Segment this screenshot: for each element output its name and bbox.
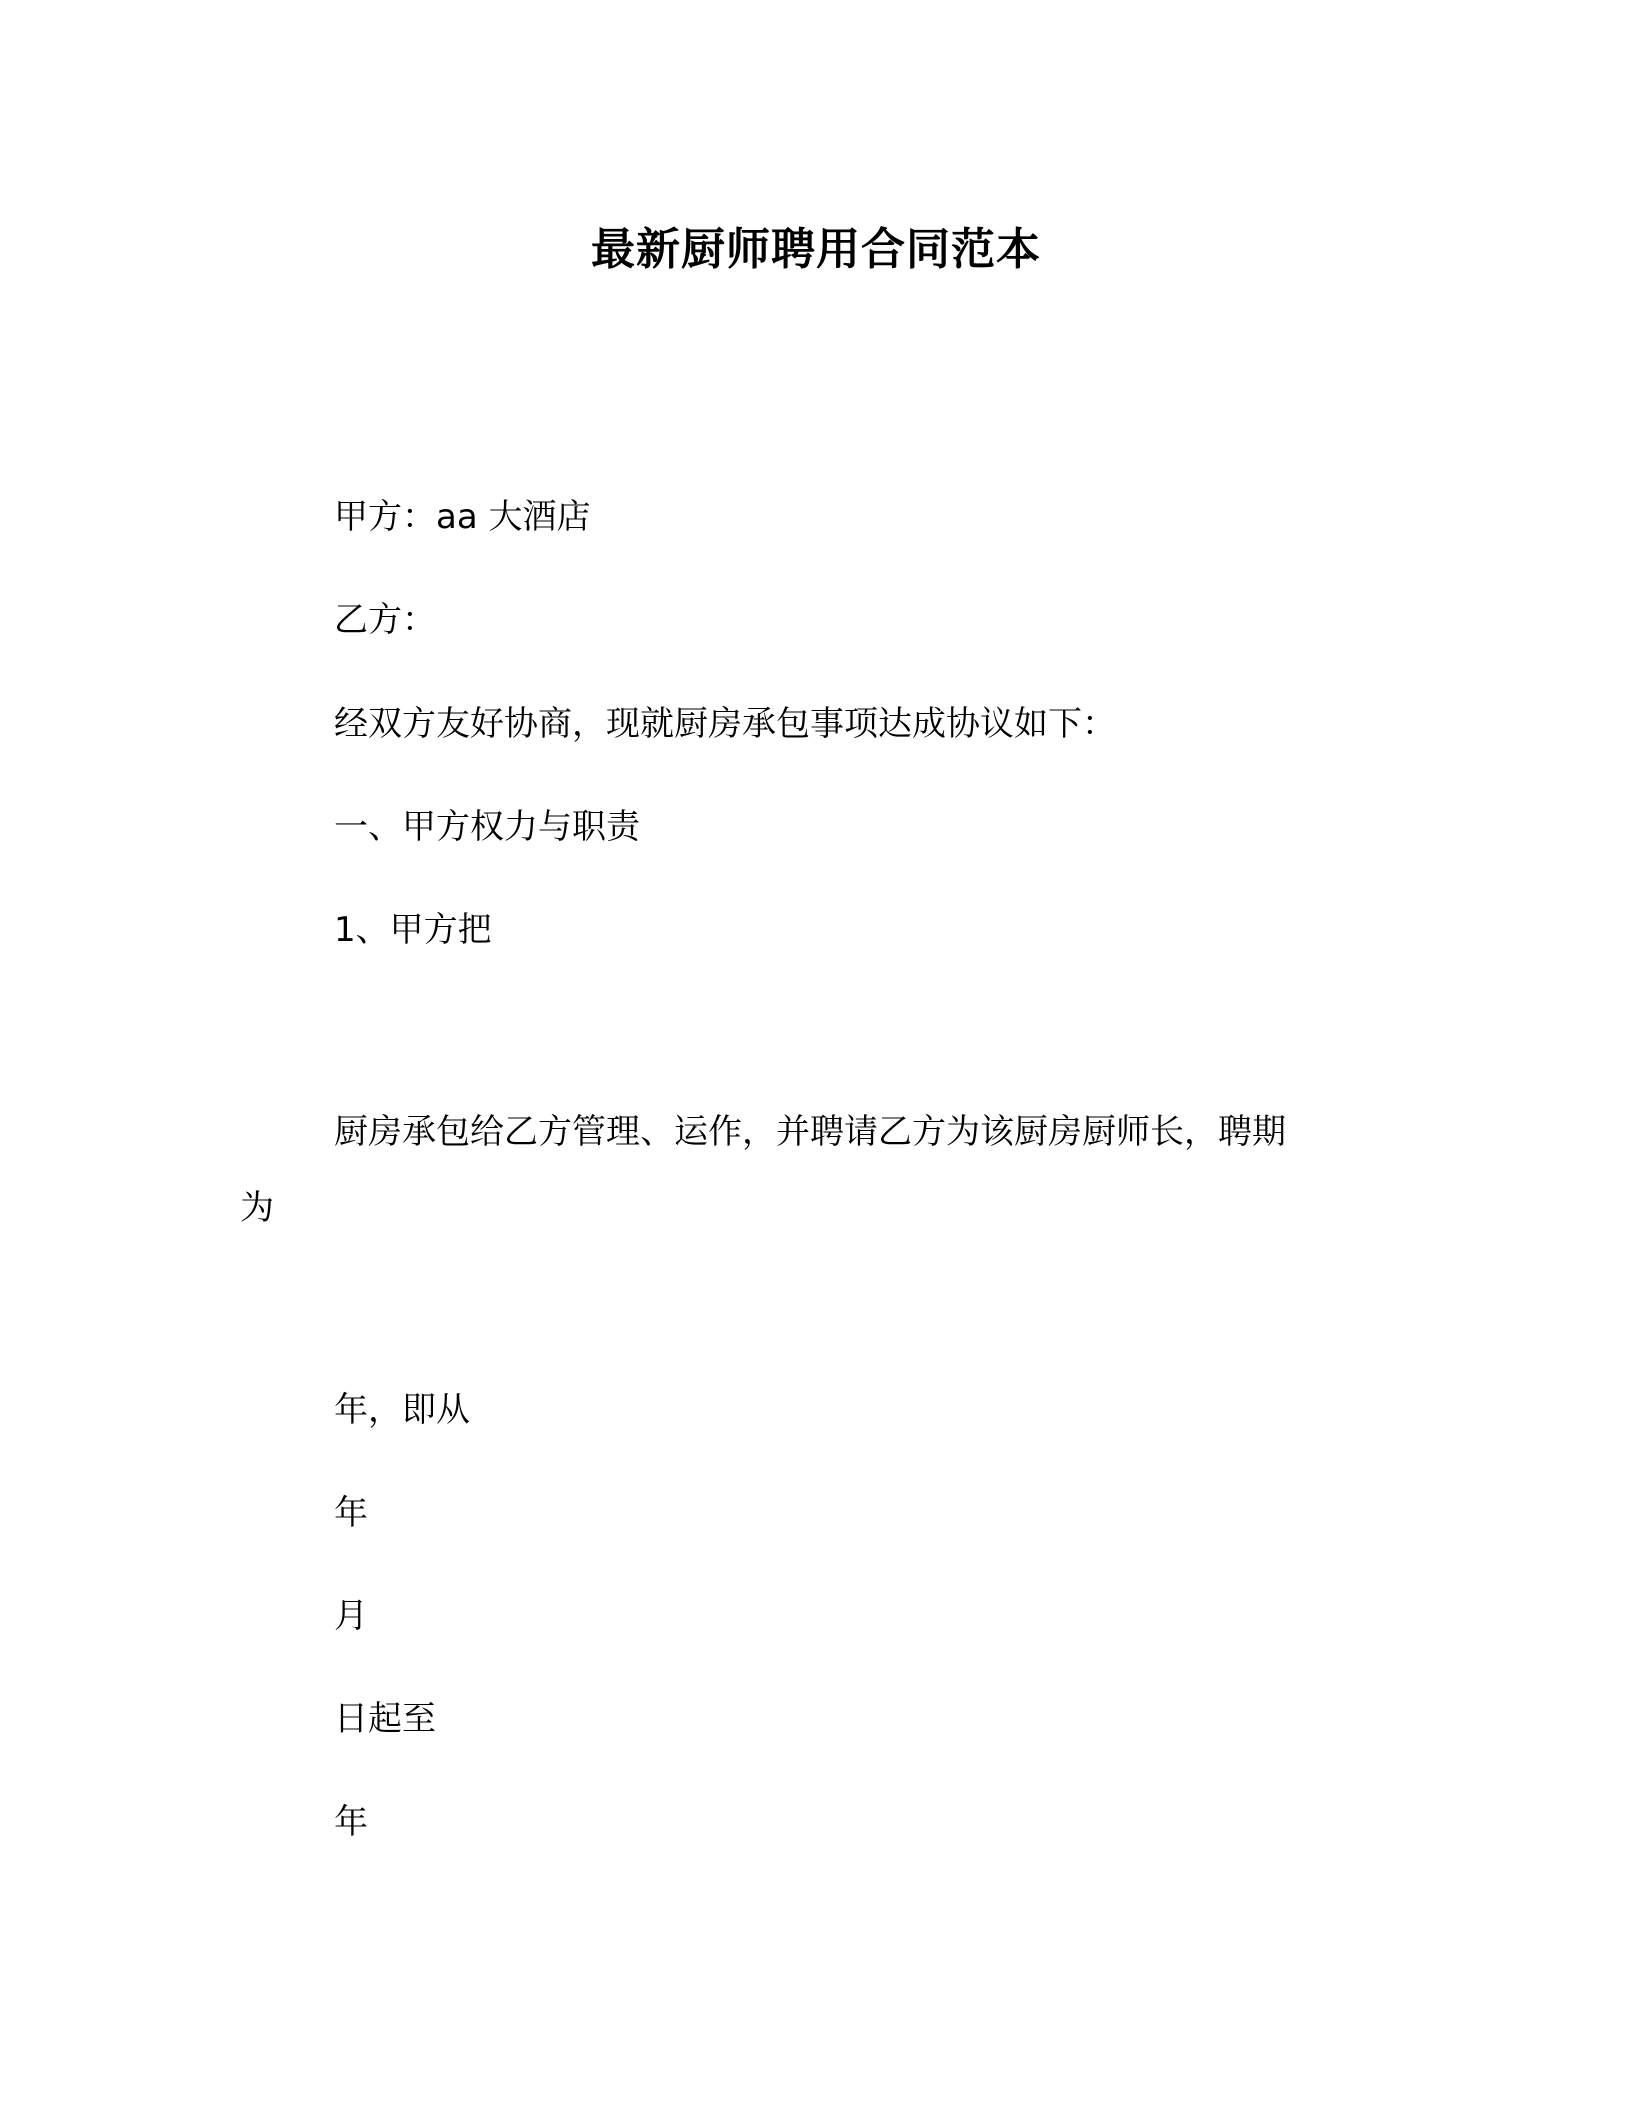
item-1-body-line1: 厨房承包给乙方管理、运作，并聘请乙方为该厨房厨师长，聘期 xyxy=(334,1112,1286,1152)
document-title: 最新厨师聘用合同范本 xyxy=(591,224,1041,275)
party-a-line: 甲方：aa 大酒店 xyxy=(334,497,591,537)
end-year-line: 年 xyxy=(334,1802,368,1842)
start-year-line: 年 xyxy=(334,1493,368,1533)
item-1-body-line2: 为 xyxy=(240,1188,274,1228)
party-b-line: 乙方： xyxy=(334,600,436,640)
intro-paragraph: 经双方友好协商，现就厨房承包事项达成协议如下： xyxy=(334,704,1116,744)
start-day-line: 日起至 xyxy=(334,1699,436,1739)
item-1-start: 1、甲方把 xyxy=(334,910,492,950)
section-1-heading: 一、甲方权力与职责 xyxy=(334,807,640,847)
term-years-line: 年，即从 xyxy=(334,1390,470,1430)
start-month-line: 月 xyxy=(334,1596,368,1636)
